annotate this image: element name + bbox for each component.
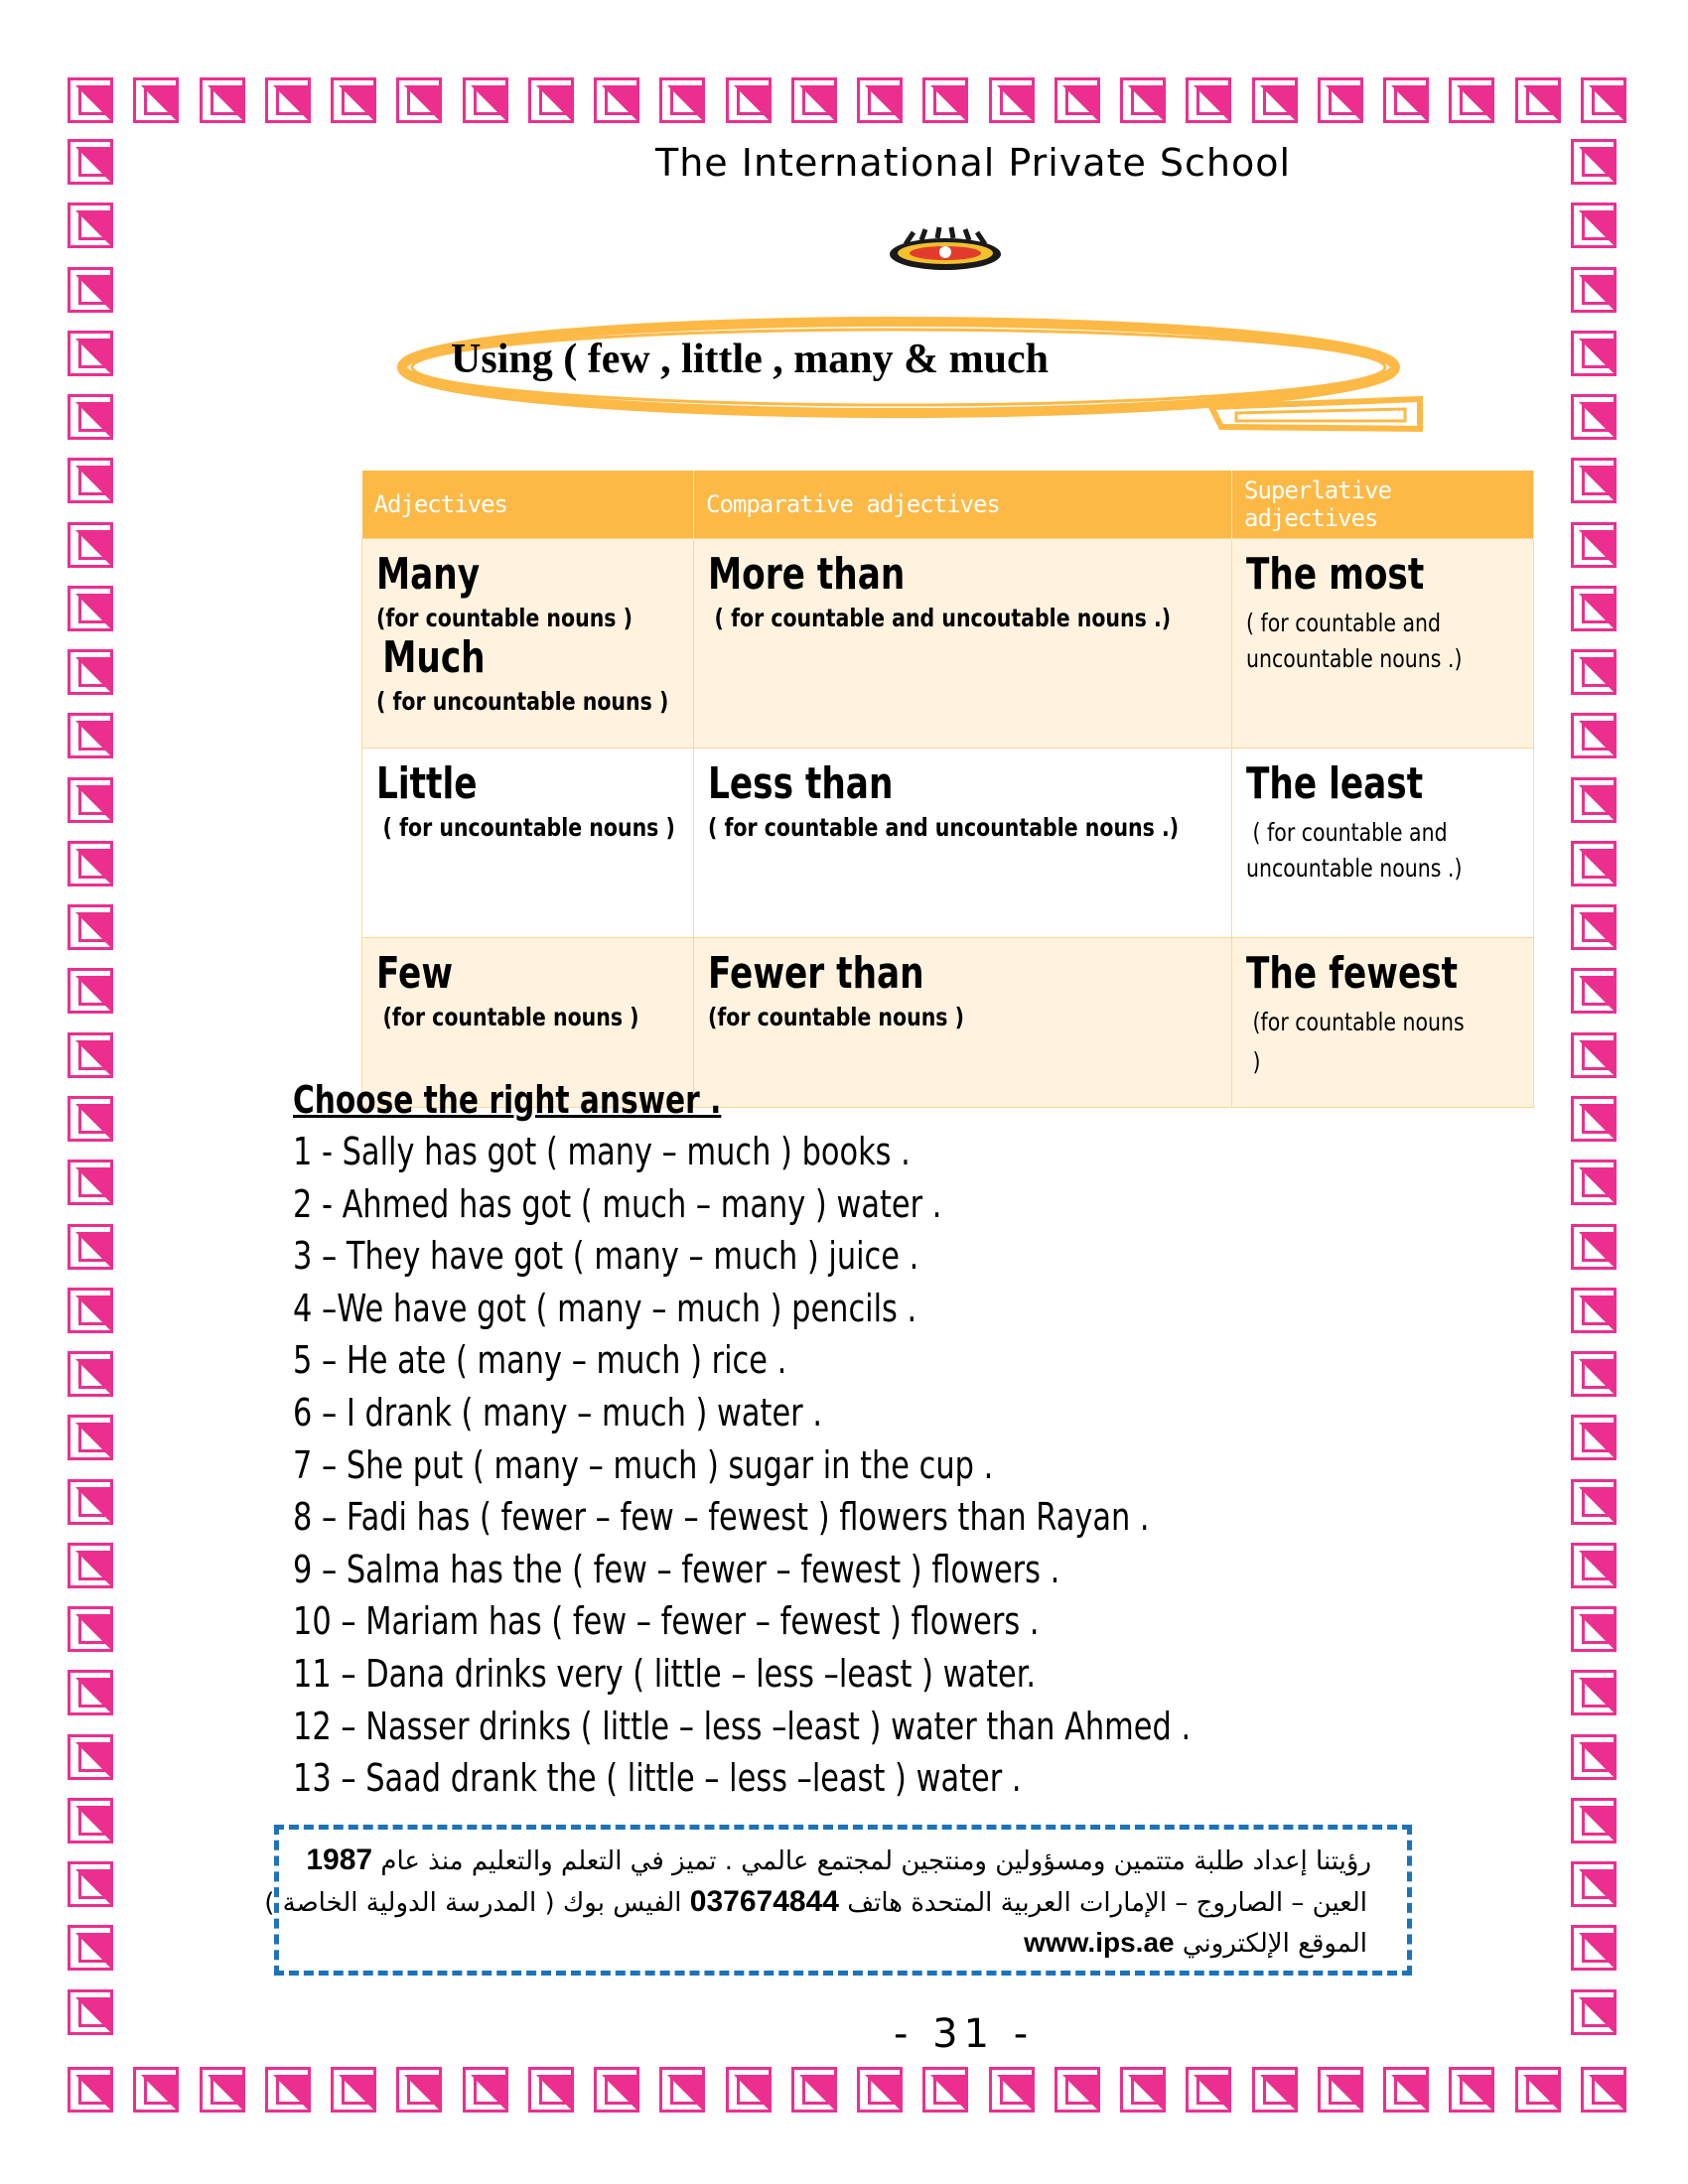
border-tile bbox=[726, 2067, 772, 2113]
border-tile bbox=[1571, 394, 1617, 440]
header-superlative: Superlative adjectives bbox=[1232, 471, 1534, 539]
table-header-row bbox=[362, 471, 1534, 539]
border-tile bbox=[68, 713, 113, 758]
table-cell bbox=[694, 749, 1232, 938]
border-tile bbox=[68, 904, 113, 950]
border-tile bbox=[1186, 2067, 1231, 2113]
border-tile bbox=[68, 777, 113, 823]
border-tile bbox=[68, 331, 113, 376]
exercise-item: 4 –We have got ( many – much ) pencils . bbox=[293, 1286, 917, 1330]
border-tile bbox=[1383, 2067, 1429, 2113]
exercise-item: 6 – I drank ( many – much ) water . bbox=[293, 1390, 822, 1434]
footer-website-label: الموقع الإلكتروني bbox=[1182, 1929, 1367, 1959]
table-row bbox=[362, 539, 1534, 749]
border-tile bbox=[1449, 77, 1494, 123]
border-tile bbox=[1571, 1543, 1617, 1588]
border-tile bbox=[265, 2067, 311, 2113]
border-tile bbox=[68, 968, 113, 1014]
border-tile bbox=[1571, 1989, 1617, 2035]
border-tile bbox=[594, 2067, 639, 2113]
adjectives-table bbox=[361, 471, 1534, 1108]
border-tile bbox=[68, 1415, 113, 1460]
exercise-item: 2 - Ahmed has got ( much – many ) water . bbox=[293, 1181, 942, 1226]
school-logo-icon bbox=[886, 226, 1005, 274]
border-tile bbox=[989, 77, 1035, 123]
exercise-item: 12 – Nasser drinks ( little – less –least ) water than Ahmed . bbox=[293, 1704, 1192, 1748]
border-tile bbox=[200, 77, 245, 123]
exercise-item: 8 – Fadi has ( fewer – few – fewest ) flowers than Rayan . bbox=[293, 1495, 1150, 1540]
border-tile bbox=[463, 77, 508, 123]
border-tile bbox=[68, 1543, 113, 1588]
border-tile bbox=[1515, 2067, 1561, 2113]
adjective-note: (for countable nouns ) bbox=[382, 1003, 639, 1031]
adjective-word: Little bbox=[376, 758, 478, 809]
border-tile bbox=[1581, 77, 1626, 123]
border-tile bbox=[1571, 1415, 1617, 1460]
border-tile bbox=[1055, 2067, 1100, 2113]
border-tile bbox=[68, 394, 113, 440]
border-tile bbox=[1571, 331, 1617, 376]
border-tile bbox=[68, 1032, 113, 1078]
border-tile bbox=[68, 2067, 113, 2113]
school-name: The International Private School bbox=[655, 141, 1292, 185]
superlative-note: uncountable nouns .) bbox=[1246, 644, 1463, 673]
border-tile bbox=[68, 77, 113, 123]
border-tile bbox=[331, 77, 376, 123]
exercise-item: 9 – Salma has the ( few – fewer – fewest ) flowers . bbox=[293, 1547, 1060, 1591]
border-tile bbox=[200, 2067, 245, 2113]
footer-url[interactable]: www.ips.ae bbox=[1024, 1927, 1175, 1958]
border-tile bbox=[396, 2067, 442, 2113]
border-tile bbox=[1252, 77, 1298, 123]
footer-phone: 037674844 bbox=[689, 1885, 839, 1918]
superlative-word: The least bbox=[1246, 758, 1424, 809]
border-tile bbox=[1055, 77, 1100, 123]
border-tile bbox=[133, 2067, 179, 2113]
border-tile bbox=[1571, 139, 1617, 185]
border-left bbox=[68, 139, 123, 2035]
border-tile bbox=[922, 2067, 968, 2113]
footer-address-text: العين – الصاروج – الإمارات العربية المتحدة هاتف bbox=[847, 1888, 1367, 1918]
border-tile bbox=[331, 2067, 376, 2113]
comparative-note: ( for countable and uncountable nouns .) bbox=[708, 813, 1180, 842]
adjective-word: Few bbox=[376, 948, 454, 999]
border-tile bbox=[1515, 77, 1561, 123]
border-tile bbox=[68, 458, 113, 503]
table-cell bbox=[694, 539, 1232, 749]
border-tile bbox=[68, 586, 113, 631]
border-tile bbox=[1571, 1479, 1617, 1525]
border-tile bbox=[1571, 1606, 1617, 1652]
border-tile bbox=[68, 1861, 113, 1907]
border-tile bbox=[922, 77, 968, 123]
table-cell bbox=[362, 749, 694, 938]
exercise-title: Choose the right answer . bbox=[293, 1078, 722, 1122]
table-row bbox=[362, 749, 1534, 938]
border-tile bbox=[396, 77, 442, 123]
superlative-note: ( for countable and bbox=[1246, 609, 1442, 637]
table-cell bbox=[362, 539, 694, 749]
border-tile bbox=[791, 77, 837, 123]
border-tile bbox=[68, 1606, 113, 1652]
border-tile bbox=[68, 1160, 113, 1205]
border-tile bbox=[68, 1479, 113, 1525]
page-number: - 31 - bbox=[894, 2011, 1035, 2057]
footer-year: 1987 bbox=[306, 1843, 373, 1876]
border-tile bbox=[791, 2067, 837, 2113]
border-tile bbox=[1571, 1734, 1617, 1780]
border-tile bbox=[1571, 904, 1617, 950]
comparative-word: Fewer than bbox=[708, 948, 924, 999]
border-tile bbox=[1186, 77, 1231, 123]
exercise-item: 10 – Mariam has ( few – fewer – fewest ) flowers . bbox=[293, 1599, 1040, 1644]
border-tile bbox=[1571, 1288, 1617, 1333]
footer-box bbox=[264, 1825, 1412, 1976]
border-tile bbox=[68, 1288, 113, 1333]
border-tile bbox=[1571, 203, 1617, 248]
table-cell bbox=[1232, 749, 1534, 938]
comparative-word: More than bbox=[708, 549, 906, 600]
border-tile bbox=[1571, 1861, 1617, 1907]
exercise-item: 5 – He ate ( many – much ) rice . bbox=[293, 1338, 787, 1383]
border-tile bbox=[1571, 777, 1617, 823]
border-top bbox=[68, 77, 1626, 133]
border-tile bbox=[528, 2067, 574, 2113]
border-tile bbox=[1571, 1798, 1617, 1843]
border-tile bbox=[1571, 522, 1617, 568]
superlative-note: (for countable nouns ) bbox=[1252, 1008, 1465, 1076]
border-tile bbox=[989, 2067, 1035, 2113]
adjective-note: ( for uncountable nouns ) bbox=[376, 687, 669, 716]
border-tile bbox=[1383, 77, 1429, 123]
border-right bbox=[1571, 139, 1626, 2035]
border-tile bbox=[1571, 1160, 1617, 1205]
exercise-item: 1 - Sally has got ( many – much ) books . bbox=[293, 1130, 911, 1173]
border-tile bbox=[1120, 77, 1166, 123]
border-tile bbox=[1571, 458, 1617, 503]
border-tile bbox=[1449, 2067, 1494, 2113]
adjective-word: Much bbox=[382, 632, 486, 683]
border-tile bbox=[133, 77, 179, 123]
border-tile bbox=[1571, 1224, 1617, 1270]
border-tile bbox=[1571, 1032, 1617, 1078]
border-tile bbox=[1571, 841, 1617, 887]
superlative-word: The fewest bbox=[1246, 948, 1459, 999]
border-tile bbox=[1571, 1351, 1617, 1397]
border-tile bbox=[1571, 713, 1617, 758]
border-tile bbox=[857, 77, 903, 123]
footer-address bbox=[264, 1885, 1367, 1919]
border-tile bbox=[68, 203, 113, 248]
border-tile bbox=[1571, 649, 1617, 695]
adjective-note: ( for uncountable nouns ) bbox=[382, 813, 675, 842]
border-tile bbox=[68, 841, 113, 887]
border-tile bbox=[1318, 77, 1363, 123]
border-tile bbox=[1571, 586, 1617, 631]
border-tile bbox=[1252, 2067, 1298, 2113]
exercise-item: 13 – Saad drank the ( little – less –least ) water . bbox=[293, 1756, 1022, 1801]
table-cell bbox=[1232, 539, 1534, 749]
border-tile bbox=[857, 2067, 903, 2113]
superlative-note: uncountable nouns .) bbox=[1246, 854, 1463, 883]
border-tile bbox=[528, 77, 574, 123]
exercise-list bbox=[293, 1126, 1385, 1805]
border-tile bbox=[68, 267, 113, 313]
header-comparative: Comparative adjectives bbox=[694, 471, 1232, 539]
border-tile bbox=[1571, 1670, 1617, 1715]
border-tile bbox=[1571, 968, 1617, 1014]
superlative-word: The most bbox=[1246, 549, 1425, 600]
border-tile bbox=[594, 77, 639, 123]
border-tile bbox=[1571, 1925, 1617, 1971]
adjective-word: Many bbox=[376, 549, 481, 600]
border-tile bbox=[1571, 1096, 1617, 1142]
border-tile bbox=[659, 2067, 705, 2113]
superlative-note: ( for countable and bbox=[1252, 818, 1448, 847]
exercise-item: 7 – She put ( many – much ) sugar in the cup . bbox=[293, 1442, 994, 1487]
border-tile bbox=[68, 1798, 113, 1843]
footer-vision-text: رؤيتنا إعداد طلبة متتمين ومسؤولين ومنتجين لمجتمع عالمي . تميز في التعلم والتعليم منذ عام bbox=[380, 1846, 1371, 1876]
comparative-note: (for countable nouns ) bbox=[708, 1003, 964, 1031]
footer-vision bbox=[306, 1843, 1371, 1877]
border-tile bbox=[726, 77, 772, 123]
header-adjectives: Adjectives bbox=[362, 471, 694, 539]
border-tile bbox=[68, 1670, 113, 1715]
footer-facebook: الفيس بوك ( المدرسة الدولية الخاصة ) bbox=[264, 1888, 682, 1918]
adjective-note: (for countable nouns ) bbox=[376, 604, 633, 632]
border-tile bbox=[68, 1925, 113, 1971]
comparative-note: ( for countable and uncoutable nouns .) bbox=[714, 604, 1172, 632]
comparative-word: Less than bbox=[708, 758, 894, 809]
exercise-item: 11 – Dana drinks very ( little – less –least ) water. bbox=[293, 1651, 1037, 1696]
border-tile bbox=[68, 139, 113, 185]
exercise-item: 3 – They have got ( many – much ) juice . bbox=[293, 1234, 919, 1279]
border-tile bbox=[68, 522, 113, 568]
border-tile bbox=[463, 2067, 508, 2113]
border-tile bbox=[265, 77, 311, 123]
page-title: Using ( few , little , many & much bbox=[451, 337, 1049, 382]
border-bottom bbox=[68, 2067, 1626, 2122]
border-tile bbox=[1581, 2067, 1626, 2113]
border-tile bbox=[68, 1224, 113, 1270]
border-tile bbox=[68, 1351, 113, 1397]
border-tile bbox=[1571, 267, 1617, 313]
border-tile bbox=[68, 649, 113, 695]
border-tile bbox=[1120, 2067, 1166, 2113]
border-tile bbox=[68, 1989, 113, 2035]
footer-website bbox=[1024, 1927, 1367, 1959]
border-tile bbox=[68, 1734, 113, 1780]
border-tile bbox=[659, 77, 705, 123]
border-tile bbox=[68, 1096, 113, 1142]
border-tile bbox=[1318, 2067, 1363, 2113]
exercise-section bbox=[293, 1078, 1385, 1805]
